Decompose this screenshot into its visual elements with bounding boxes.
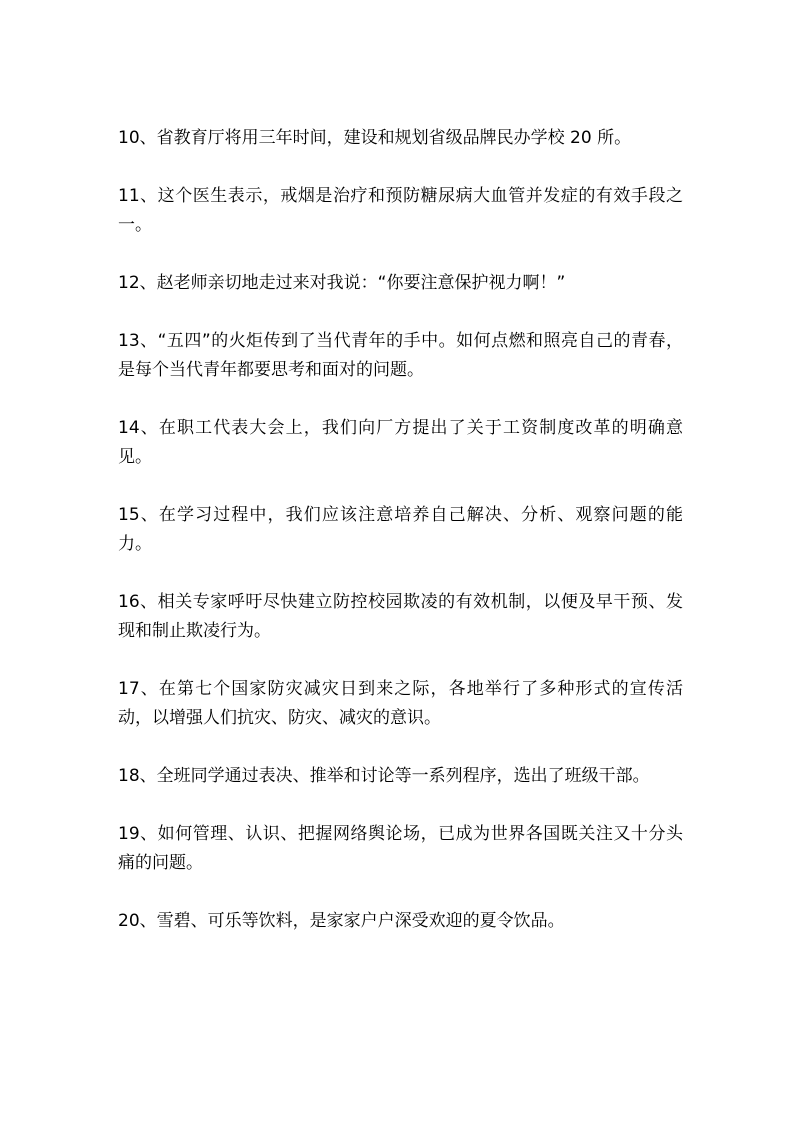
sentence-15: 15、在学习过程中，我们应该注意培养自己解决、分析、观察问题的能力。	[118, 505, 683, 554]
sentence-20: 20、雪碧、可乐等饮料，是家家户户深受欢迎的夏令饮品。	[118, 911, 565, 931]
sentence-16: 16、相关专家呼吁尽快建立防控校园欺凌的有效机制，以便及早干预、发现和制止欺凌行为。	[118, 592, 683, 641]
sentence-18: 18、全班同学通过表决、推举和讨论等一系列程序，选出了班级干部。	[118, 766, 650, 786]
sentence-19: 19、如何管理、认识、把握网络舆论场，已成为世界各国既关注又十分头痛的问题。	[118, 824, 683, 873]
sentence-12: 12、赵老师亲切地走过来对我说：“你要注意保护视力啊！”	[118, 273, 566, 293]
sentence-13: 13、“五四”的火炬传到了当代青年的手中。如何点燃和照亮自己的青春，是每个当代青年都要思考和面对的问题。	[118, 331, 683, 380]
sentence-11: 11、这个医生表示，戒烟是治疗和预防糖尿病大血管并发症的有效手段之一。	[118, 186, 683, 235]
sentence-list	[118, 124, 683, 965]
sentence-14: 14、在职工代表大会上，我们向厂方提出了关于工资制度改革的明确意见。	[118, 418, 683, 467]
sentence-10: 10、省教育厅将用三年时间，建设和规划省级品牌民办学校 20 所。	[118, 128, 632, 148]
sentence-17: 17、在第七个国家防灾减灾日到来之际，各地举行了多种形式的宣传活动，以增强人们抗灾、防灾、减灾的意识。	[118, 679, 683, 728]
